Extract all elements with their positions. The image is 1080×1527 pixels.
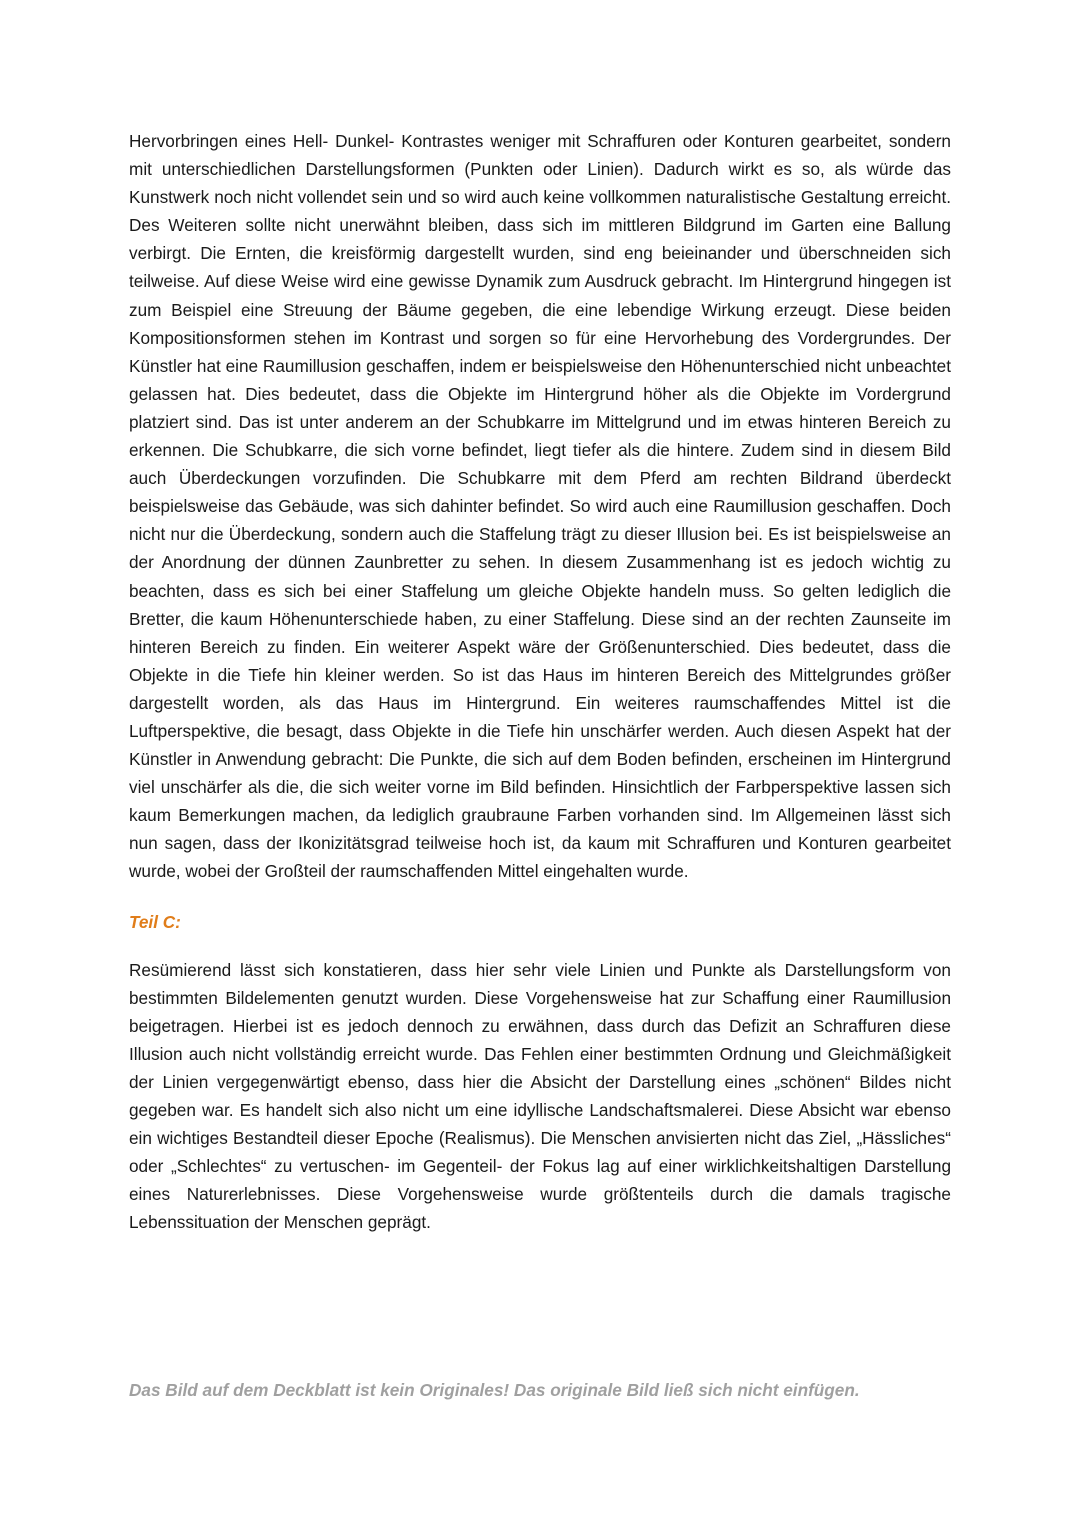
footnote-note: Das Bild auf dem Deckblatt ist kein Originales! Das originale Bild ließ sich nicht einfügen.	[129, 1380, 860, 1400]
document-body	[129, 127, 951, 1236]
section-heading-teil-c: Teil C:	[129, 911, 181, 932]
paragraph-analysis: Hervorbringen eines Hell- Dunkel- Kontrastes weniger mit Schraffuren oder Konturen gearbeitet, sondern mit unterschiedlichen Darstellungsformen (Punkten oder Linien). Dadurch wirkt es so, als würde das Kunstwerk noch nicht vollendet sein und so wird auch keine vollkommen naturalistische Gestaltung erreicht. Des Weiteren sollte nicht unerwähnt bleiben, dass sich im mittleren Bildgrund im Garten eine Ballung verbirgt. Die Ernten, die kreisförmig dargestellt wurden, sind eng beieinander und überschneiden sich teilweise. Auf diese Weise wird eine gewisse Dynamik zum Ausdruck gebracht. Im Hintergrund hingegen ist zum Beispiel eine Streuung der Bäume gegeben, die eine lebendige Wirkung erzeugt. Diese beiden Kompositionsformen stehen im Kontrast und sorgen so für eine Hervorhebung des Vordergrundes. Der Künstler hat eine Raumillusion geschaffen, indem er beispielsweise den Höhenunterschied nicht unbeachtet gelassen hat. Dies bedeutet, dass die Objekte im Hintergrund höher als die Objekte im Vordergrund platziert sind. Das ist unter anderem an der Schubkarre im Mittelgrund und im etwas hinteren Bereich zu erkennen. Die Schubkarre, die sich vorne befindet, liegt tiefer als die hintere. Zudem sind in diesem Bild auch Überdeckungen vorzufinden. Die Schubkarre mit dem Pferd am rechten Bildrand überdeckt beispielsweise das Gebäude, was sich dahinter befindet. So wird auch eine Raumillusion geschaffen. Doch nicht nur die Überdeckung, sondern auch die Staffelung trägt zu dieser Illusion bei. Es ist beispielsweise an der Anordnung der dünnen Zaunbretter zu sehen. In diesem Zusammenhang ist es jedoch wichtig zu beachten, dass es sich bei einer Staffelung um gleiche Objekte handeln muss. So gelten lediglich die Bretter, die kaum Höhenunterschiede haben, zu einer Staffelung. Diese sind an der rechten Zaunseite im hinteren Bereich zu finden. Ein weiterer Aspekt wäre der Größenunterschied. Dies bedeutet, dass die Objekte in die Tiefe hin kleiner werden. So ist das Haus im hinteren Bereich des Mittelgrundes größer dargestellt worden, als das Haus im Hintergrund. Ein weiteres raumschaffendes Mittel ist die Luftperspektive, die besagt, dass Objekte in die Tiefe hin unschärfer werden. Auch diesen Aspekt hat der Künstler in Anwendung gebracht: Die Punkte, die sich auf dem Boden befinden, erscheinen im Hintergrund viel unschärfer als die, die sich weiter vorne im Bild befinden. Hinsichtlich der Farbperspektive lassen sich kaum Bemerkungen machen, da lediglich graubraune Farben vorhanden sind. Im Allgemeinen lässt sich nun sagen, dass der Ikonizitätsgrad teilweise hoch ist, da kaum mit Schraffuren und Konturen gearbeitet wurde, wobei der Großteil der raumschaffenden Mittel eingehalten wurde.	[129, 131, 951, 882]
paragraph-conclusion: Resümierend lässt sich konstatieren, dass hier sehr viele Linien und Punkte als Darstellungsform von bestimmten Bildelementen genutzt wurden. Diese Vorgehensweise hat zur Schaffung einer Raumillusion beigetragen. Hierbei ist es jedoch dennoch zu erwähnen, dass durch das Defizit an Schraffuren diese Illusion auch nicht vollständig erreicht wurde. Das Fehlen einer bestimmten Ordnung und Gleichmäßigkeit der Linien vergegenwärtigt ebenso, dass hier die Absicht der Darstellung eines „schönen“ Bildes nicht gegeben war. Es handelt sich also nicht um eine idyllische Landschaftsmalerei. Diese Absicht war ebenso ein wichtiges Bestandteil dieser Epoche (Realismus). Die Menschen anvisierten nicht das Ziel, „Hässliches“ oder „Schlechtes“ zu vertuschen- im Gegenteil- der Fokus lag auf einer wirklichkeitshaltigen Darstellung eines Naturerlebnisses. Diese Vorgehensweise wurde größtenteils durch die damals tragische Lebenssituation der Menschen geprägt.	[129, 959, 951, 1233]
